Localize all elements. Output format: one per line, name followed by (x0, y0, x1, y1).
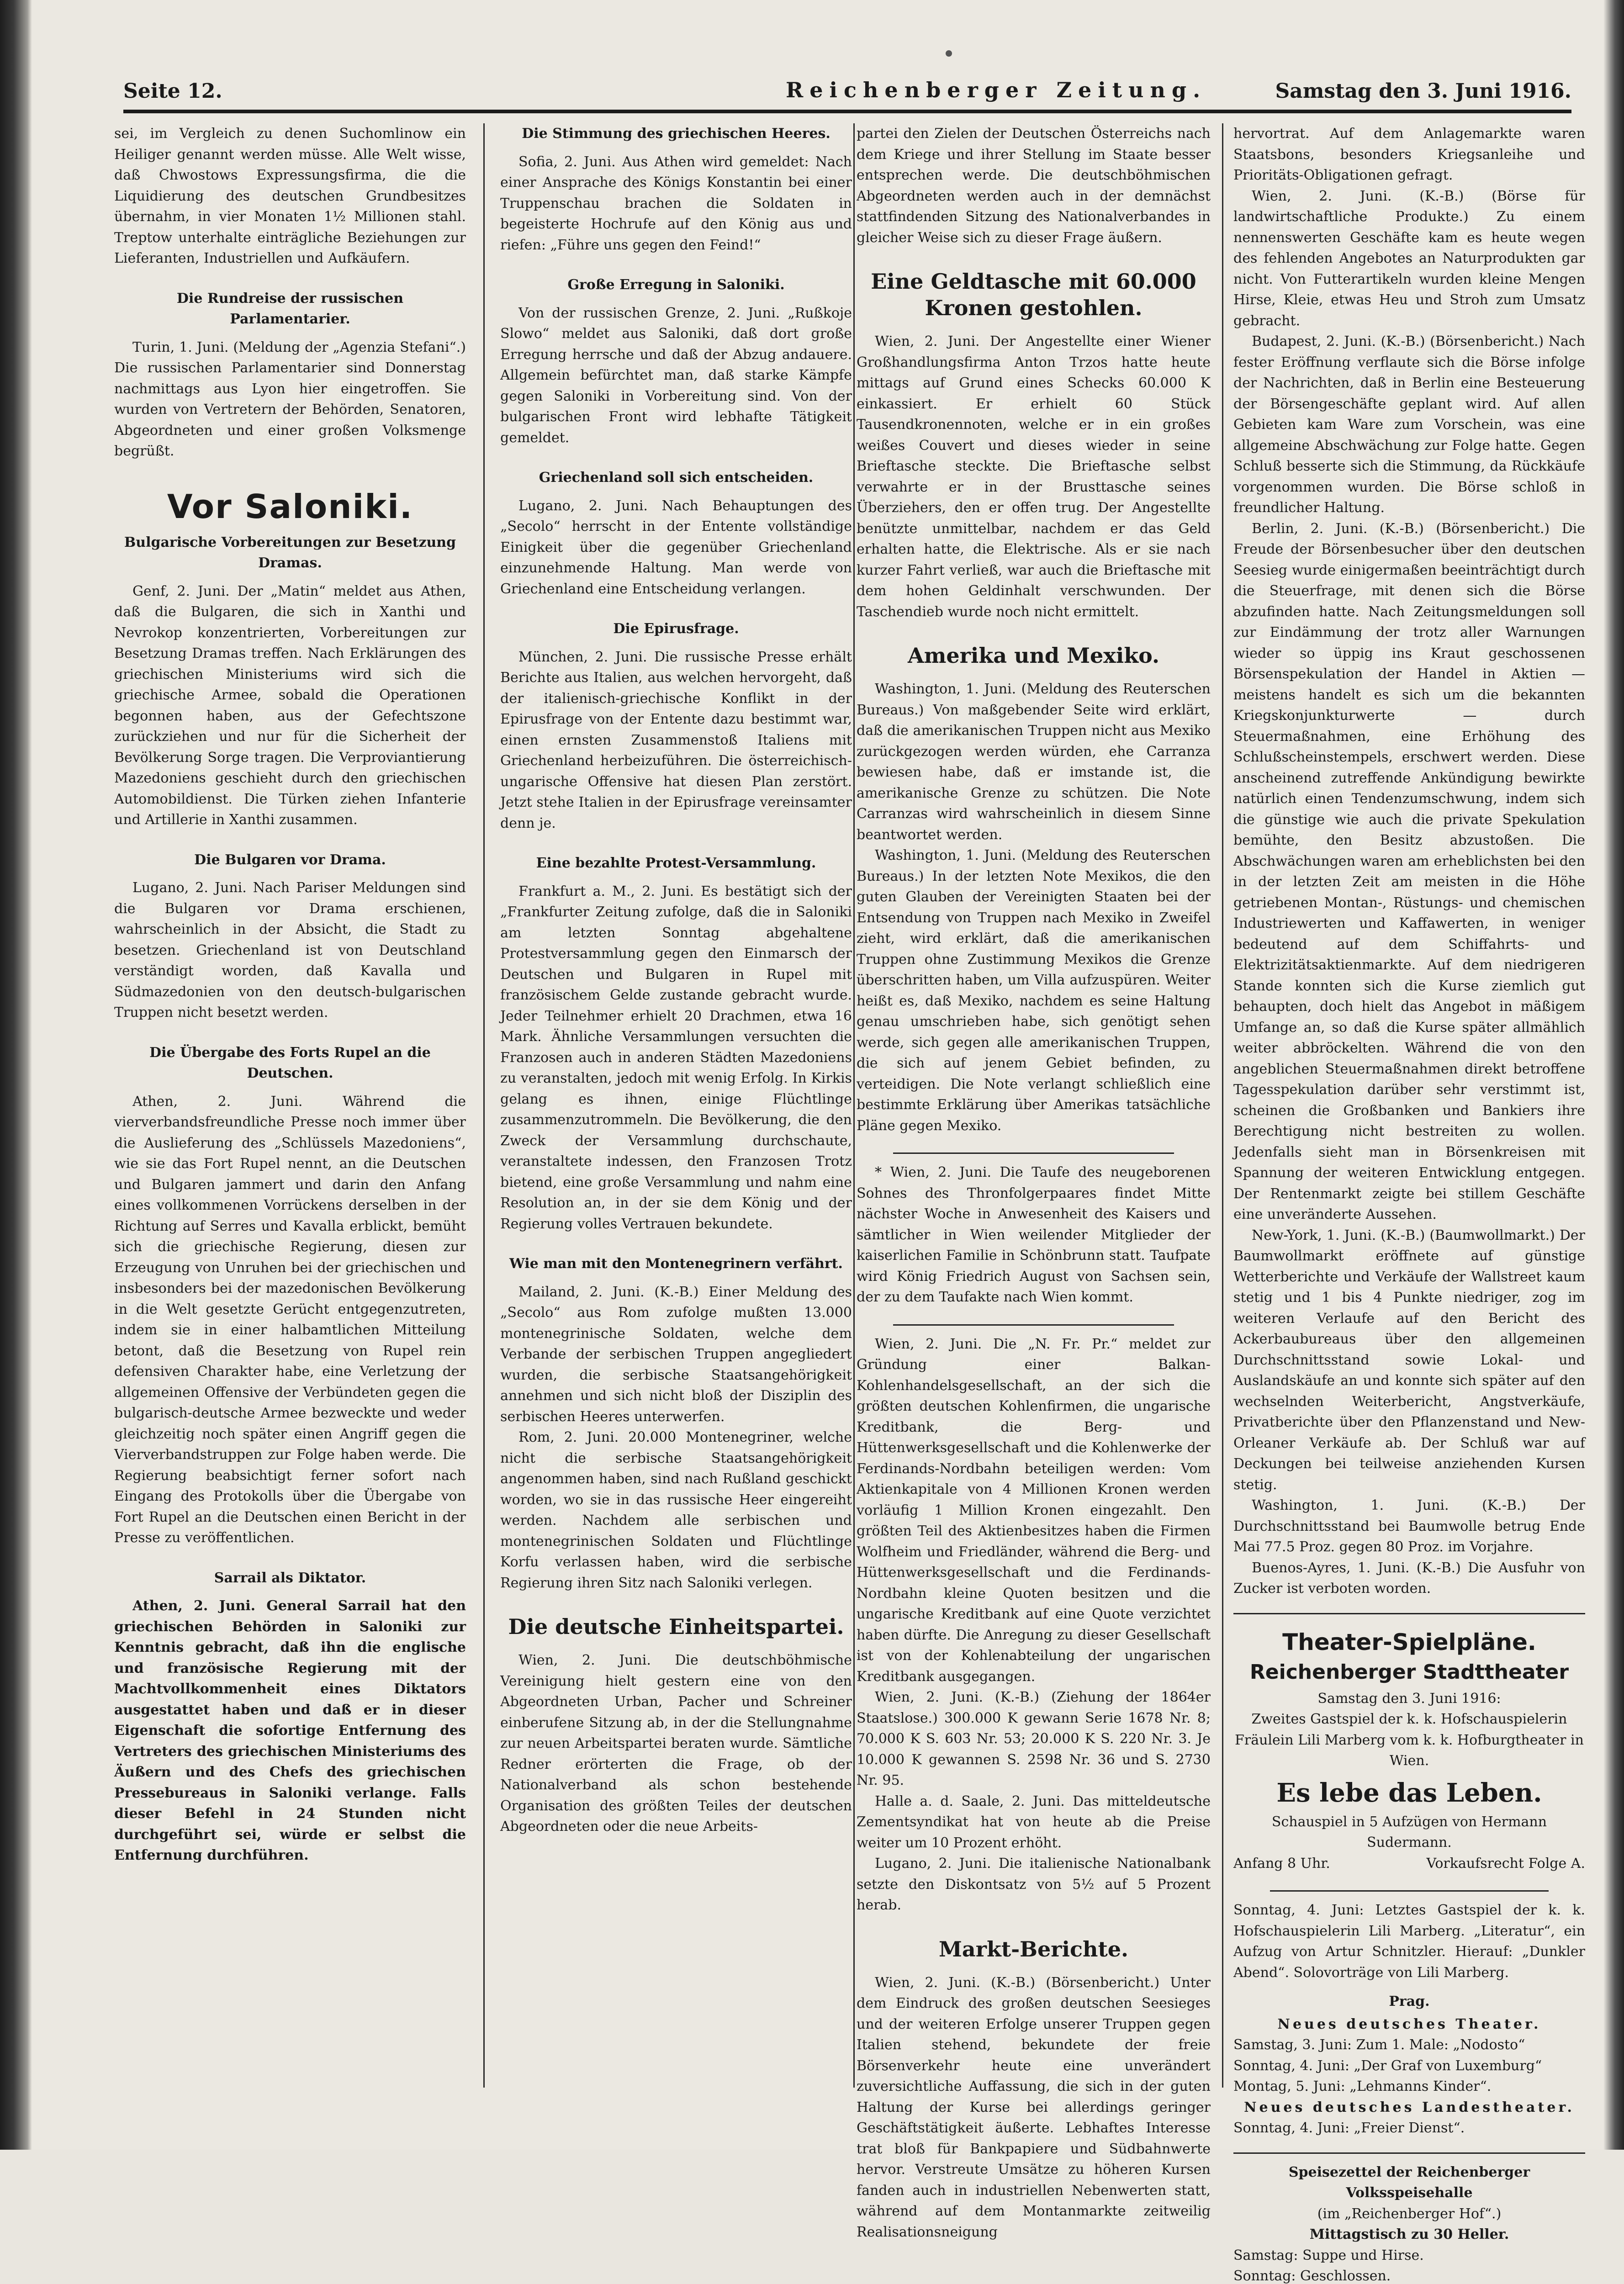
article-text: Frankfurt a. M., 2. Juni. Es bestätigt sich der „Frankfurter Zeitung zufolge, daß die in Saloniki am letzten Sonntag abgehaltene Protestversammlung gegen den Einmarsch der Deutschen und Bulgaren in Rupel mit französischem Gelde zustande gebracht wurde. Jeder Teilnehmer erhielt 20 Drachmen, etwa 16 Mark. Ähnliche Versammlungen versuchten die Franzosen auch in anderen Städten Mazedoniens zu veranstalten, jedoch mit wenig Erfolg. In Kirkis gelang es ihnen, einige Flüchtlinge zusammenzutrommeln. Die Bevölkerung, die den Zweck der Versammlung durchschaute, veranstaltete indessen, den Franzosen Trotz bietend, eine große Versammlung und nahm eine Resolution an, in der sie dem König und der Regierung volles Vertrauen bekundete. (500, 881, 852, 1235)
article-text: Budapest, 2. Juni. (K.-B.) (Börsenbericht.) Nach fester Eröffnung verflaute sich die Börse infolge der Nachrichten, daß in Berlin eine Besteuerung der Börsengeschäfte geplant wird. Auf allen Gebieten kam Ware zum Vorschein, was eine allgemeine Abschwächung zur Folge hatte. Gegen Schluß besserte sich die Stimmung, da Rückkäufe vorgenommen wurden. Die Börse schloß in freundlicher Haltung. (1233, 331, 1585, 518)
article-heading: Eine bezahlte Protest-Versammlung. (500, 853, 852, 874)
masthead: Reichenberger Zeitung. (786, 78, 1206, 102)
presale-note: Vorkaufsrecht Folge A. (1426, 1853, 1585, 1874)
article-text: Wien, 2. Juni. (K.-B.) (Börse für landwirtschaftliche Produkte.) Zu einem nennenswerten Geschäfte kam es heute wegen des fehlenden Angebotes an Naturprodukten gar nicht. Von Futterartikeln wurden kleine Mengen Hirse, Kleie, etwas Heu und Stroh zum Umsatz gebracht. (1233, 186, 1585, 332)
article-text: Wien, 2. Juni. Die „N. Fr. Pr.“ meldet zur Gründung einer Balkan-Kohlenhandelsgesellschaft, an der sich die größten deutschen Kohlenfirmen, die ungarische Kreditbank, die Berg- und Hüttenwerksgesellschaft und die Kohlenwerke der Ferdinands-Nordbahn beteiligen werden: Vom Aktienkapitale von 4 Millionen Kronen werden vorläufig 1 Million Kronen eingezahlt. Den größten Teil des Aktienbesitzes haben die Firmen Wolfheim und Friedländer, während die Berg- und Hüttenwerksgesellschaft und die Ferdinands-Nordbahn kleine Quoten besitzen und die ungarische Kreditbank auf eine Quote verzichtet haben dürfte. Die Anregung zu dieser Gesellschaft ist von der Kohlenabteilung der ungarischen Kreditbank ausgegangen. (857, 1334, 1211, 1687)
column-1 (114, 123, 466, 2088)
article-text: Wien, 2. Juni. Der Angestellte einer Wiener Großhandlungsfirma Anton Trzos hatte heute mittags auf Grund eines Schecks 60.000 K einkassiert. Er erhielt 60 Stück Tausendkronennoten, welche er in ein großes weißes Couvert und dieses wieder in seine Brieftasche steckte. Die Brieftasche selbst verwahrte er in der Brusttasche seines Überziehers, den er offen trug. Der Angestellte benützte unmittelbar, nachdem er das Geld erhalten hatte, die Elektrische. Als er sie nach kurzer Fahrt verließ, war auch die Brieftasche mit dem hohen Geldinhalt verschwunden. Der Taschendieb wurde noch nicht ermittelt. (857, 331, 1211, 622)
article-text: Genf, 2. Juni. Der „Matin“ meldet aus Athen, daß die Bulgaren, die sich in Xanthi und Nevrokop konzentrierten, Vorbereitungen zur Besetzung Dramas treffen. Nach Erklärungen des griechischen Ministeriums wird sich die griechische Armee, sobald die Operationen begonnen haben, aus der Gefechtszone zurückziehen und nur für die Sicherheit der Bevölkerung Sorge tragen. Die Verproviantierung Mazedoniens geschieht durch den griechischen Automobildienst. Die Türken ziehen Infanterie und Artillerie in Xanthi zusammen. (114, 581, 466, 830)
play-genre: Schauspiel in 5 Aufzügen von Hermann Sudermann. (1233, 1812, 1585, 1853)
menu-location: (im „Reichenberger Hof“.) (1233, 2204, 1585, 2225)
article-text: Washington, 1. Juni. (Meldung des Reuterschen Bureaus.) In der letzten Note Mexikos, die den guten Glauben der Vereinigten Staaten bei der Entsendung von Truppen nach Mexiko in Zweifel zieht, wird erklärt, daß die amerikanischen Truppen ohne Zustimmung Mexikos die Grenze überschritten haben, um Villa aufzuspüren. Weiter heißt es, daß Mexiko, nachdem es seine Haltung genau umschrieben habe, sich genötigt sehen werde, sich gegen alle amerikanischen Truppen, die sich auf jenem Gebiet befinden, zu verteidigen. Die Note verlangt schließlich eine bestimmte Erklärung über Amerikas tatsächliche Pläne gegen Mexiko. (857, 845, 1211, 1136)
article-text: * Wien, 2. Juni. Die Taufe des neugeborenen Sohnes des Thronfolgerpaares findet Mitte nächster Woche in Anwesenheit des Kaisers und sämtlicher in Wien weilender Mitglieder der kaiserlichen Familie in Schönbrunn statt. Taufpate wird König Friedrich August von Sachsen sein, der zu dem Taufakte nach Wien kommt. (857, 1162, 1211, 1308)
article-heading: Die Epirusfrage. (500, 619, 852, 640)
menu-line: Sonntag: Geschlossen. (1233, 2266, 1585, 2284)
section-title: Eine Geldtasche mit 60.000 Kronen gestohlen. (857, 268, 1211, 321)
schedule-guest: Zweites Gastspiel der k. k. Hofschauspielerin Fräulein Lili Marberg vom k. k. Hofburgtheater in Wien. (1233, 1709, 1585, 1771)
article-heading: Die Übergabe des Forts Rupel an die Deutschen. (114, 1042, 466, 1084)
page-edge-shadow-left (0, 0, 32, 2150)
theater-name: Neues deutsches Landestheater. (1233, 2097, 1585, 2118)
page-number: Seite 12. (123, 79, 222, 103)
section-title: Vor Saloniki. (114, 487, 466, 526)
divider (1233, 2152, 1585, 2154)
article-text: Athen, 2. Juni. General Sarrail hat den griechischen Behörden in Saloniki zur Kenntnis gebracht, daß ihn die englische und französische Regierung mit der Machtvollkommenheit eines Diktators ausgestattet haben und daß er in dieser Eigenschaft die sofortige Entfernung des Vertreters des griechischen Ministeriums des Äußern und des Chefs des griechischen Pressebureaus in Saloniki verlange. Falls dieser Befehl in 24 Stunden nicht durchgeführt sei, würde er selbst die Entfernung durchführen. (114, 1596, 466, 1866)
article-text: Athen, 2. Juni. Während die vierverbandsfreundliche Presse noch immer über die Auslieferung des „Schlüssels Mazedoniens“, wie sie das Fort Rupel nennt, an die Deutschen und Bulgaren jammert und darin den Anfang eines vollkommenen Vorrückens derselben in der Richtung auf Serres und Kavalla erblickt, bemüht sich die griechische Regierung, diesen zur Erzeugung von Unruhen bei der griechischen und insbesonders bei der mazedonischen Bevölkerung in die Welt gesetzte Gerücht entgegenzutreten, indem sie in einer halbamtlichen Mitteilung betont, daß die Besetzung von Rupel rein defensiven Charakter habe, eine Verletzung der allgemeinen Offensive der Verbündeten gegen die bulgarisch-deutsche Armee bezweckte und weder gleichzeitig noch später einen Angriff gegen die Vierverbandstruppen zur Folge haben werde. Die Regierung beabsichtigt ferner sofort nach Eingang des Protokolls über die Übergabe von Fort Rupel an die Deutschen einen Bericht in der Presse zu veröffentlichen. (114, 1091, 466, 1549)
article-text: partei den Zielen der Deutschen Österreichs nach dem Kriege und ihrer Stellung im Staate besser entsprechen werde. Die deutschböhmischen Abgeordneten werden auch in der demnächst stattfindenden Sitzung des Nationalverbandes in gleicher Weise sich zu dieser Frage äußern. (857, 123, 1211, 248)
column-rule-2 (853, 123, 855, 2088)
article-text: Wien, 2. Juni. Die deutschböhmische Vereinigung hielt gestern eine von den Abgeordneten Urban, Pacher und Schreiner einberufene Sitzung ab, in der die Stellungnahme zur neuen Arbeitspartei beraten wurde. Sämtliche Redner erörterten die Frage, ob der Nationalverband als schon bestehende Organisation des größten Teiles der deutschen Abgeordneten oder die neue Arbeits- (500, 1650, 852, 1837)
article-heading: Die Rundreise der russischen Parlamentarier. (114, 288, 466, 330)
article-text: Washington, 1. Juni. (Meldung des Reuterschen Bureaus.) Von maßgebender Seite wird erklärt, daß die amerikanischen Truppen nicht aus Mexiko zurückgezogen werden würden, ehe Carranza bewiesen habe, daß er imstande ist, die amerikanische Grenze zu schützen. Die Note Carranzas wird wahrscheinlich in diesem Sinne beantwortet werden. (857, 679, 1211, 845)
article-text: Turin, 1. Juni. (Meldung der „Agenzia Stefani“.) Die russischen Parlamentarier sind Donnerstag nachmittags aus Lyon hier eingetroffen. Sie wurden von Vertretern der Behörden, Senatoren, Abgeordneten und einer großen Volksmenge begrüßt. (114, 337, 466, 462)
article-text: Lugano, 2. Juni. Die italienische Nationalbank setzte den Diskontsatz von 5½ auf 5 Prozent herab. (857, 1853, 1211, 1916)
schedule-sunday: Sonntag, 4. Juni: Letztes Gastspiel der k. k. Hofschauspielerin Lili Marberg. „Literatur“, ein Aufzug von Artur Schnitzler. Hierauf: „Dunkler Abend“. Solovorträge von Lili Marberg. (1233, 1900, 1585, 1983)
column-rule-3 (1222, 123, 1223, 2088)
print-dot (946, 50, 952, 57)
article-text: Washington, 1. Juni. (K.-B.) Der Durchschnittsstand bei Baumwolle betrug Ende Mai 77.5 Proz. gegen 80 Proz. im Vorjahre. (1233, 1495, 1585, 1558)
article-text: Halle a. d. Saale, 2. Juni. Das mitteldeutsche Zementsyndikat hat von heute ab die Preise weiter um 10 Prozent erhöht. (857, 1791, 1211, 1854)
schedule-date: Samstag den 3. Juni 1916: (1233, 1688, 1585, 1709)
schedule-line: Sonntag, 4. Juni: „Der Graf von Luxemburg“ (1233, 2056, 1585, 2077)
theater-name: Reichenberger Stadttheater (1233, 1658, 1585, 1687)
article-text: Lugano, 2. Juni. Nach Pariser Meldungen sind die Bulgaren vor Drama erschienen, wahrscheinlich in der Absicht, die Stadt zu besetzen. Griechenland ist von Deutschland verständigt worden, daß Kavalla und Südmazedonien von den deutsch-bulgarischen Truppen nicht besetzt werden. (114, 878, 466, 1023)
schedule-line: Samstag, 3. Juni: Zum 1. Male: „Nodosto“ (1233, 2035, 1585, 2056)
article-heading: Bulgarische Vorbereitungen zur Besetzung Dramas. (114, 532, 466, 574)
issue-date: Samstag den 3. Juni 1916. (1275, 79, 1571, 103)
article-text: Sofia, 2. Juni. Aus Athen wird gemeldet: Nach einer Ansprache des Königs Konstantin bei einer Truppenschau brachen die Soldaten in begeisterte Hochrufe auf den König aus und riefen: „Führe uns gegen den Feind!“ (500, 152, 852, 256)
column-4 (1233, 123, 1585, 2088)
schedule-line: Sonntag, 4. Juni: „Freier Dienst“. (1233, 2118, 1585, 2139)
article-heading: Die Bulgaren vor Drama. (114, 850, 466, 871)
article-text: Lugano, 2. Juni. Nach Behauptungen des „Secolo“ herrscht in der Entente vollständige Einigkeit über die gegenüber Griechenland einzunehmende Haltung. Man werde von Griechenland eine Entscheidung verlangen. (500, 496, 852, 600)
article-text: hervortrat. Auf dem Anlagemarkte waren Staatsbons, besonders Kriegsanleihe und Prioritäts-Obligationen gefragt. (1233, 123, 1585, 186)
page-header (123, 78, 1571, 113)
article-text: Wien, 2. Juni. (K.-B.) (Ziehung der 1864er Staatslose.) 300.000 K gewann Serie 1678 Nr. 8; 70.000 K S. 603 Nr. 53; 20.000 K S. 220 Nr. 3. Je 10.000 K gewannen S. 2598 Nr. 36 und S. 2730 Nr. 95. (857, 1687, 1211, 1791)
schedule-start (1233, 1853, 1585, 1874)
article-heading: Sarrail als Diktator. (114, 1568, 466, 1589)
article-text: München, 2. Juni. Die russische Presse erhält Berichte aus Italien, aus welchen hervorgeht, daß der italienisch-griechische Konflikt in der Epirusfrage von der Entente dazu bestimmt war, einen ernsten Zusammenstoß Italiens mit Griechenland herbeizuführen. Die österreichisch-ungarische Offensive hat diesen Plan zerstört. Jetzt stehe Italien in der Epirusfrage vereinsamter denn je. (500, 647, 852, 834)
article-heading: Große Erregung in Saloniki. (500, 275, 852, 296)
column-3 (857, 123, 1211, 2088)
article-text: Rom, 2. Juni. 20.000 Montenegriner, welche nicht die serbische Staatsangehörigkeit angenommen haben, sind nach Rußland geschickt worden, wo sie in das russische Heer eingereiht werden. Nachdem alle serbischen und montenegrinischen Soldaten und Flüchtlinge Korfu verlassen haben, wird die serbische Regierung ihren Sitz nach Saloniki verlegen. (500, 1427, 852, 1593)
article-heading: Wie man mit den Montenegrinern verfährt. (500, 1253, 852, 1274)
article-heading: Die Stimmung des griechischen Heeres. (500, 123, 852, 144)
section-title: Theater-Spielpläne. (1233, 1628, 1585, 1656)
play-title: Es lebe das Leben. (1233, 1778, 1585, 1808)
start-time: Anfang 8 Uhr. (1233, 1856, 1330, 1872)
page-edge-shadow-right (1603, 0, 1624, 2150)
divider (1270, 1890, 1549, 1892)
schedule-line: Montag, 5. Juni: „Lehmanns Kinder“. (1233, 2076, 1585, 2097)
section-title: Amerika und Mexiko. (857, 642, 1211, 669)
menu-title: Speisezettel der Reichenberger Volksspeisehalle (1233, 2162, 1585, 2204)
divider (893, 1153, 1174, 1154)
section-title: Die deutsche Einheitspartei. (500, 1613, 852, 1640)
divider (1233, 1613, 1585, 1614)
divider (893, 1324, 1174, 1326)
column-2 (500, 123, 852, 2088)
article-text: Berlin, 2. Juni. (K.-B.) (Börsenbericht.) Die Freude der Börsenbesucher über den deutschen Seesieg wurde einigermaßen beeinträchtigt durch die Steuerfrage, mit denen sich die Börse abzufinden hatte. Nach Zeitungsmeldungen soll zur Eindämmung der trotz aller Warnungen wieder so üppig ins Kraut geschossenen Börsenspekulation der Handel in Aktien — meistens handelt es sich um die bekannten Kriegskonjunkturwerte — durch Steuermaßnahmen, eine Erhöhung des Schlußscheinstempels, erschwert werden. Diese anscheinend zutreffende Ankündigung bewirkte natürlich einen Tendenzumschwung, indem sich die günstige wie auch die private Spekulation bemühte, den Besitz abzustoßen. Die Abschwächungen waren am erheblichsten bei den in der letzten Zeit am meisten in die Höhe getriebenen Montan-, Rüstungs- und chemischen Industriewerten und Kaffawerten, in weniger bedeutend auf dem Schiffahrts- und Elektrizitätsaktienmarkte. Auf dem niedrigeren Stande konnten sich die Kurse ziemlich gut behaupten, doch hielt das Angebot in mäßigem Umfange an, so daß die Kurse später allmählich weiter abbröckelten. Während die von den angeblichen Steuermaßnahmen direkt betroffene Tagesspekulation darüber sehr verstimmt ist, scheinen die Großbanken und Bankiers ihre Berechtigung nicht bestreiten zu wollen. Jedenfalls sieht man in Börsenkreisen mit Spannung der weiteren Entwicklung entgegen. Der Rentenmarkt zeigte bei stillem Geschäfte eine unveränderte Aussehen. (1233, 518, 1585, 1225)
city-heading: Prag. (1233, 1991, 1585, 2012)
article-text: Mailand, 2. Juni. (K.-B.) Einer Meldung des „Secolo“ aus Rom zufolge mußten 13.000 montenegrinische Soldaten, welche dem Verbande der serbischen Truppen angegliedert wurden, die serbische Staatsangehörigkeit annehmen und sich nicht bloß der Disziplin des serbischen Heeres unterwerfen. (500, 1282, 852, 1428)
article-text: New-York, 1. Juni. (K.-B.) (Baumwollmarkt.) Der Baumwollmarkt eröffnete auf günstige Wetterberichte und Verkäufe der Wallstreet kaum stetig und 1 bis 4 Punkte niedriger, zog im weiteren Verlaufe auf den Bericht des Ackerbaubureaus über den allgemeinen Durchschnittsstand sowie Lokal- und Auslandskäufe an und konnte sich später auf den wechselnden Weiterbericht, Angstverkäufe, Privatberichte über den Pflanzenstand und New-Orleaner Verkäufe ab. Der Schluß war auf Deckungen bei teilweise anziehenden Kursen stetig. (1233, 1225, 1585, 1496)
article-text: Von der russischen Grenze, 2. Juni. „Rußkoje Slowo“ meldet aus Saloniki, daß dort große Erregung herrsche und daß der Abzug andauere. Allgemein befürchtet man, daß starke Kämpfe gegen Saloniki in Vorbereitung sind. Von der bulgarischen Front wird lebhafte Tätigkeit gemeldet. (500, 303, 852, 449)
article-text: Wien, 2. Juni. (K.-B.) (Börsenbericht.) Unter dem Eindruck des großen deutschen Seesieges und der weiteren Erfolge unserer Truppen gegen Italien stehend, bekundete der freie Börsenverkehr heute eine unverändert zuversichtliche Auffassung, die sich in der guten Haltung der Kurse bei allerdings geringer Geschäftstätigkeit äußerte. Lebhaftes Interesse trat bloß für Bankpapiere und Südbahnwerte hervor. Verstreute Umsätze zu höheren Kursen fanden auch in industriellen Nebenwerten statt, während auf dem Montanmarkte zeitweilig Realisationsneigung (857, 1972, 1211, 2243)
section-title: Markt-Berichte. (857, 1936, 1211, 1962)
menu-price: Mittagstisch zu 30 Heller. (1233, 2224, 1585, 2245)
column-rule-1 (483, 123, 485, 2088)
menu-line: Samstag: Suppe und Hirse. (1233, 2245, 1585, 2266)
theater-name: Neues deutsches Theater. (1233, 2014, 1585, 2035)
theater-schedule (1233, 1688, 1585, 2284)
article-heading: Griechenland soll sich entscheiden. (500, 467, 852, 488)
article-text: Buenos-Ayres, 1. Juni. (K.-B.) Die Ausfuhr von Zucker ist verboten worden. (1233, 1558, 1585, 1599)
article-text: sei, im Vergleich zu denen Suchomlinow ein Heiliger genannt werden müsse. Alle Welt wisse, daß Chwostows Expressungsfirma, die die Liquidierung des deutschen Grundbesitzes übernahm, in vier Monaten 1½ Millionen stahl. Treptow unterhalte einträgliche Beziehungen zur Lieferanten, Industriellen und Aufkäufern. (114, 123, 466, 269)
